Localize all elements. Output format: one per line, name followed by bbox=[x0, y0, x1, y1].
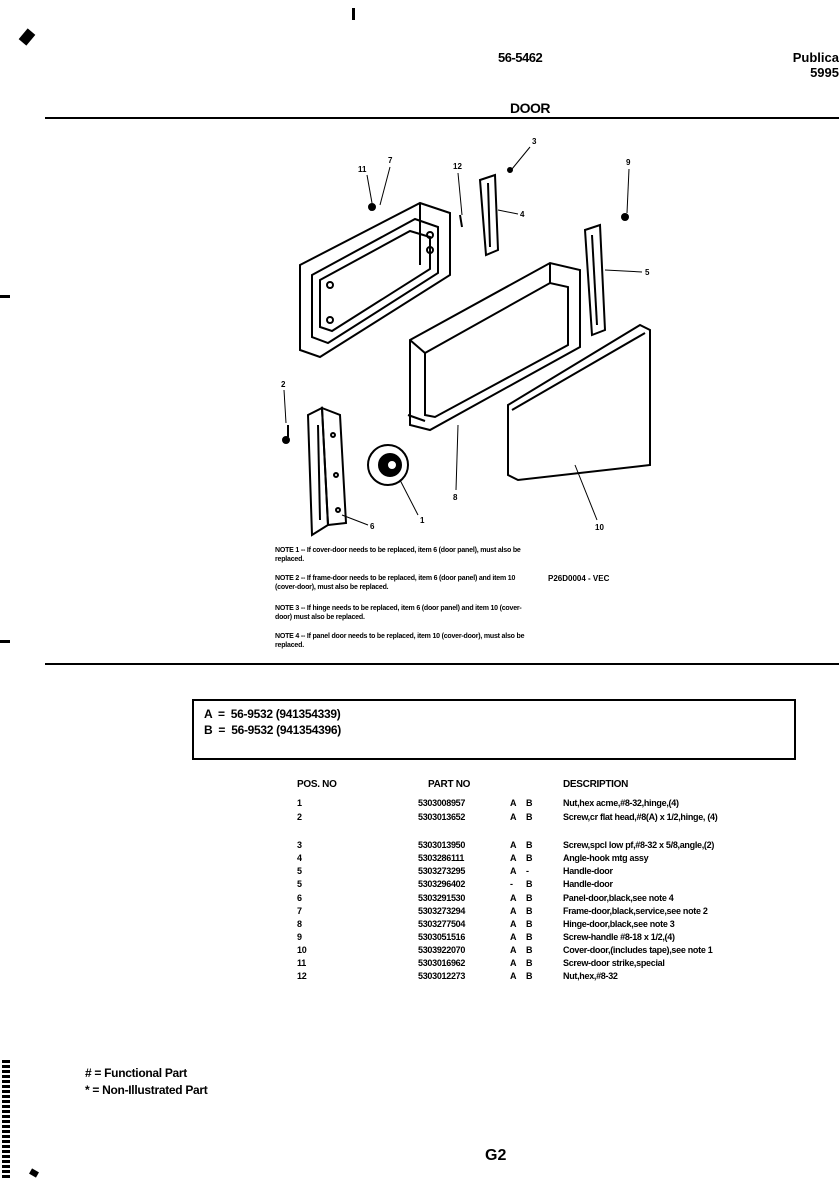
section-rule bbox=[45, 663, 839, 665]
part-cell: 5303016962 bbox=[418, 958, 466, 968]
part-cell: 5303922070 bbox=[418, 945, 466, 955]
model-b-cell: B bbox=[526, 853, 533, 863]
callout-7: 7 bbox=[388, 156, 393, 165]
note-1: NOTE 1 -- If cover-door needs to be replaced, item 6 (door panel), must also be replaced. bbox=[275, 547, 521, 563]
model-b-cell: - bbox=[526, 866, 529, 876]
callout-1: 1 bbox=[420, 516, 425, 525]
header-part-no: PART NO bbox=[428, 779, 471, 790]
note-3: NOTE 3 -- If hinge needs to be replaced, item 6 (door panel) and item 10 (cover-door) must also be replaced. bbox=[275, 605, 522, 621]
description-cell: Screw,cr flat head,#8(A) x 1/2,hinge, (4) bbox=[563, 812, 718, 822]
callout-6: 6 bbox=[370, 522, 375, 531]
model-a-cell: A bbox=[510, 853, 517, 863]
model-a-cell: - bbox=[510, 879, 513, 889]
part-cell: 5303051516 bbox=[418, 932, 466, 942]
part-cell: 5303296402 bbox=[418, 879, 466, 889]
model-box bbox=[192, 699, 796, 760]
part-cell: 5303291530 bbox=[418, 893, 466, 903]
nut-part bbox=[368, 445, 408, 485]
model-b-cell: B bbox=[526, 945, 533, 955]
model-a-cell: A bbox=[510, 893, 517, 903]
model-a-cell: A bbox=[510, 945, 517, 955]
header-description: DESCRIPTION bbox=[563, 779, 629, 790]
part-cell: 5303277504 bbox=[418, 919, 466, 929]
description-cell: Screw,spcl low pf,#8-32 x 5/8,angle,(2) bbox=[563, 840, 715, 850]
callout-2: 2 bbox=[281, 380, 286, 389]
pos-cell: 1 bbox=[297, 798, 302, 808]
pos-cell: 6 bbox=[297, 893, 302, 903]
description-cell: Screw-door strike,special bbox=[563, 958, 665, 968]
pos-cell: 9 bbox=[297, 932, 302, 942]
part-cell: 5303286111 bbox=[418, 853, 465, 863]
callout-5: 5 bbox=[645, 268, 650, 277]
part-cell: 5303013652 bbox=[418, 812, 466, 822]
callout-11: 11 bbox=[358, 165, 367, 174]
publication-label: Publica bbox=[792, 50, 839, 65]
model-a-cell: A bbox=[510, 798, 517, 808]
model-a: A = 56-9532 (941354339) bbox=[204, 707, 341, 721]
publication-number: 5995 bbox=[810, 65, 839, 80]
table-row bbox=[0, 853, 839, 866]
section-title: DOOR bbox=[510, 100, 550, 116]
scan-speck bbox=[0, 640, 10, 643]
description-cell: Hinge-door,black,see note 3 bbox=[563, 919, 675, 929]
model-b: B = 56-9532 (941354396) bbox=[204, 723, 341, 737]
table-row bbox=[0, 866, 839, 879]
part-cell: 5303013950 bbox=[418, 840, 466, 850]
publication-block bbox=[793, 50, 839, 80]
callout-10: 10 bbox=[595, 523, 604, 532]
pos-cell: 5 bbox=[297, 879, 302, 889]
callout-12: 12 bbox=[453, 162, 462, 171]
callout-3: 3 bbox=[532, 137, 537, 146]
table-row bbox=[0, 906, 839, 919]
part-cell: 5303273295 bbox=[418, 866, 466, 876]
model-a-cell: A bbox=[510, 906, 517, 916]
model-b-cell: B bbox=[526, 879, 533, 889]
table-row bbox=[0, 932, 839, 945]
description-cell: Screw-handle #8-18 x 1/2,(4) bbox=[563, 932, 675, 942]
table-row bbox=[0, 798, 839, 811]
callout-9: 9 bbox=[626, 158, 631, 167]
model-a-cell: A bbox=[510, 958, 517, 968]
model-b-cell: B bbox=[526, 932, 533, 942]
pos-cell: 7 bbox=[297, 906, 302, 916]
note-4: NOTE 4 -- If panel door needs to be replaced, item 10 (cover-door), must also be replaced. bbox=[275, 633, 525, 649]
model-a-cell: A bbox=[510, 812, 517, 822]
table-row bbox=[0, 919, 839, 932]
callout-4: 4 bbox=[520, 210, 525, 219]
pos-cell: 12 bbox=[297, 971, 307, 981]
part-cell: 5303273294 bbox=[418, 906, 466, 916]
model-b-cell: B bbox=[526, 906, 533, 916]
hinge-part bbox=[308, 408, 346, 535]
part-cell: 5303012273 bbox=[418, 971, 466, 981]
header-pos-no: POS. NO bbox=[297, 779, 337, 790]
note-2: NOTE 2 -- If frame-door needs to be replaced, item 6 (door panel) and item 10 (cover-door), must also be replaced. bbox=[275, 575, 516, 591]
table-row bbox=[0, 958, 839, 971]
model-a-cell: A bbox=[510, 932, 517, 942]
document-number: 56-5462 bbox=[498, 50, 543, 65]
table-row bbox=[0, 945, 839, 958]
scan-speck bbox=[19, 28, 36, 45]
description-cell: Nut,hex,#8-32 bbox=[563, 971, 618, 981]
model-b-cell: B bbox=[526, 919, 533, 929]
model-a-cell: A bbox=[510, 866, 517, 876]
model-a-cell: A bbox=[510, 919, 517, 929]
scan-speck bbox=[29, 1168, 39, 1177]
scan-speck bbox=[352, 8, 355, 20]
part-cell: 5303008957 bbox=[418, 798, 466, 808]
pos-cell: 2 bbox=[297, 812, 302, 822]
legend-non-illustrated: * = Non-Illustrated Part bbox=[85, 1083, 208, 1097]
description-cell: Handle-door bbox=[563, 879, 613, 889]
handle-door-part bbox=[585, 225, 605, 335]
pos-cell: 5 bbox=[297, 866, 302, 876]
scan-edge-mark bbox=[2, 1060, 10, 1180]
pos-cell: 11 bbox=[297, 958, 306, 968]
table-row bbox=[0, 971, 839, 984]
description-cell: Angle-hook mtg assy bbox=[563, 853, 649, 863]
table-row bbox=[0, 893, 839, 906]
pos-cell: 8 bbox=[297, 919, 302, 929]
model-b-cell: B bbox=[526, 958, 533, 968]
page-number: G2 bbox=[485, 1147, 507, 1164]
model-b-cell: B bbox=[526, 840, 533, 850]
table-row bbox=[0, 840, 839, 853]
scan-speck bbox=[0, 295, 10, 298]
table-row bbox=[0, 879, 839, 892]
callout-8: 8 bbox=[453, 493, 458, 502]
description-cell: Panel-door,black,see note 4 bbox=[563, 893, 674, 903]
figure-code: P26D0004 - VEC bbox=[548, 574, 610, 583]
pos-cell: 3 bbox=[297, 840, 302, 850]
legend-functional: # = Functional Part bbox=[85, 1066, 187, 1080]
description-cell: Frame-door,black,service,see note 2 bbox=[563, 906, 708, 916]
model-a-cell: A bbox=[510, 840, 517, 850]
model-b-cell: B bbox=[526, 893, 533, 903]
angle-hook-part bbox=[480, 175, 498, 255]
model-b-cell: B bbox=[526, 798, 533, 808]
model-b-cell: B bbox=[526, 812, 533, 822]
description-cell: Cover-door,(includes tape),see note 1 bbox=[563, 945, 713, 955]
description-cell: Nut,hex acme,#8-32,hinge,(4) bbox=[563, 798, 679, 808]
pos-cell: 4 bbox=[297, 853, 302, 863]
header-rule bbox=[45, 117, 839, 119]
description-cell: Handle-door bbox=[563, 866, 613, 876]
pos-cell: 10 bbox=[297, 945, 307, 955]
model-a-cell: A bbox=[510, 971, 517, 981]
table-row bbox=[0, 812, 839, 825]
door-exploded-diagram bbox=[250, 125, 700, 545]
model-b-cell: B bbox=[526, 971, 533, 981]
